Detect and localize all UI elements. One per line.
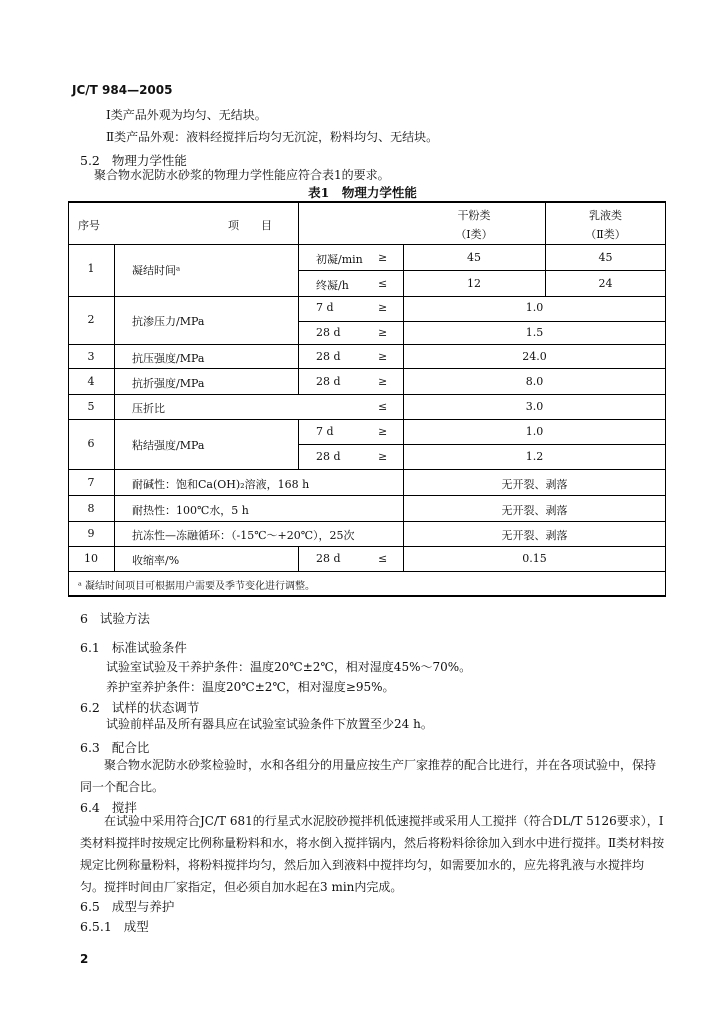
section-6-3-text: 聚合物水泥防水砂浆检验时，水和各组分的用量应按生产厂家推荐的配合比进行，并在各项试验中，保持同一个配合比。 [80,758,657,794]
header-seq: 序号 [78,219,100,232]
row-1a-op: ≥ [378,251,388,264]
section-number: 6.5 [80,899,100,914]
section-title: 物理力学性能 [111,153,187,168]
row-2b-val: 1.5 [525,326,544,339]
row-10-no: 10 [84,552,98,565]
row-10-item: 收缩率/% [132,554,180,567]
section-6-1-line-2: 养护室养护条件：温度20℃±2℃，相对湿度≥95%。 [106,680,395,694]
section-number: 6.4 [80,800,100,815]
row-10-op: ≤ [378,552,388,565]
row-4-val: 8.0 [525,375,544,388]
row-6a-val: 1.0 [525,425,544,438]
section-5-2-text: 聚合物水泥防水砂浆的物理力学性能应符合表1的要求。 [94,168,390,182]
section-number: 6.3 [80,740,100,755]
section-6-2-heading [80,698,199,716]
row-3-item: 抗压强度/MPa [132,352,205,365]
row-5-item: 压折比 [132,402,165,415]
row-6b-cond: 28 d [316,450,341,463]
section-title: 试样的状态调节 [111,700,200,715]
row-2a-op: ≥ [378,301,388,314]
row-6a-cond: 7 d [316,425,334,438]
row-6b-val: 1.2 [525,450,544,463]
section-number: 6.2 [80,700,100,715]
row-6b-op: ≥ [378,450,388,463]
section-6-5-heading [80,897,174,915]
row-3-cond: 28 d [316,350,341,363]
row-2-item: 抗渗压力/MPa [132,315,205,328]
row-6-no: 6 [87,437,95,450]
section-6-2-text: 试验前样品及所有器具应在试验室试验条件下放置至少24 h。 [106,717,433,731]
section-title: 成型 [123,919,149,934]
row-1-no: 1 [87,262,95,275]
header-dry: 干粉类 [457,209,491,222]
intro-line-1: Ⅰ类产品外观为均匀、无结块。 [106,108,267,122]
row-8-item: 耐热性：100℃水，5 h [132,504,249,517]
row-3-no: 3 [87,350,95,363]
row-1b-cond: 终凝/h [316,279,349,292]
row-1a-dry: 45 [467,251,481,264]
row-1a-emul: 45 [598,251,613,264]
row-2-no: 2 [87,313,95,326]
row-5-val: 3.0 [525,400,544,413]
section-6-5-1-heading [80,917,149,935]
row-3-val: 24.0 [522,350,547,363]
section-title: 配合比 [111,740,150,755]
section-title: 标准试验条件 [111,640,187,655]
row-2a-val: 1.0 [525,301,544,314]
header-item: 项 目 [228,219,272,232]
row-1a-cond: 初凝/min [316,253,363,266]
row-9-val: 无开裂、剥落 [501,529,568,542]
row-4-no: 4 [87,375,95,388]
section-6-4-text: 在试验中采用符合JC/T 681的行星式水泥胶砂搅拌机低速搅拌或采用人工搅拌（符合DL/T 5126要求），Ⅰ类材料搅拌时按规定比例称量粉料和水，将水倒入搅拌锅内，然后将粉料徐徐加入到水中进行搅拌。Ⅱ类材料按规定比例称量粉料，将粉料搅拌均匀，然后加入到液料中搅拌均匀，如需要加水的，应先将乳液与水搅拌均匀。搅拌时间由厂家指定，但必须自加水起在3 min内完成。 [80,814,665,894]
row-6a-op: ≥ [378,425,388,438]
header-emul: 乳液类 [589,209,622,222]
row-5-op: ≤ [378,400,388,413]
intro-line-2: Ⅱ类产品外观：液料经搅拌后均匀无沉淀，粉料均匀、无结块。 [106,130,439,144]
section-6-1-heading [80,638,187,656]
section-title: 试验方法 [99,611,150,626]
row-1b-dry: 12 [467,277,481,290]
row-1-item: 凝结时间ᵃ [132,264,181,277]
section-number: 6 [80,611,88,626]
row-1b-emul: 24 [598,277,613,290]
page-number: 2 [80,952,89,966]
table-caption: 表1 物理力学性能 [308,185,417,200]
section-6-1-line-1: 试验室试验及干养护条件：温度20℃±2℃，相对湿度45%～70%。 [106,660,472,674]
row-6-item: 粘结强度/MPa [132,439,205,452]
row-4-cond: 28 d [316,375,341,388]
row-4-op: ≥ [378,375,388,388]
row-7-val: 无开裂、剥落 [501,478,568,491]
row-10-val: 0.15 [522,552,547,565]
header-dry-sub: （Ⅰ类） [455,228,493,241]
row-5-no: 5 [87,400,95,413]
section-title: 成型与养护 [111,899,175,914]
section-number: 6.1 [80,640,100,655]
row-9-no: 9 [87,527,95,540]
row-2b-cond: 28 d [316,326,341,339]
row-8-no: 8 [87,502,95,515]
row-10-cond: 28 d [316,552,341,565]
row-1b-op: ≤ [378,277,388,290]
header-emul-sub: （Ⅱ类） [585,228,626,241]
standard-header: JC/T 984—2005 [72,83,173,97]
row-3-op: ≥ [378,350,388,363]
table-note: ᵃ 凝结时间项目可根据用户需要及季节变化进行调整。 [78,581,316,592]
row-2b-op: ≥ [378,326,388,339]
properties-table [68,201,666,597]
row-2a-cond: 7 d [316,301,334,314]
section-number: 6.5.1 [80,919,112,934]
row-8-val: 无开裂、剥落 [501,504,568,517]
section-6-heading [80,609,150,627]
section-title: 搅拌 [111,800,137,815]
row-4-item: 抗折强度/MPa [132,377,205,390]
row-7-item: 耐碱性：饱和Ca(OH)₂溶液，168 h [132,478,310,491]
row-9-item: 抗冻性—冻融循环：（-15℃～+20℃），25次 [132,529,355,542]
section-number: 5.2 [80,153,100,168]
row-7-no: 7 [87,476,95,489]
